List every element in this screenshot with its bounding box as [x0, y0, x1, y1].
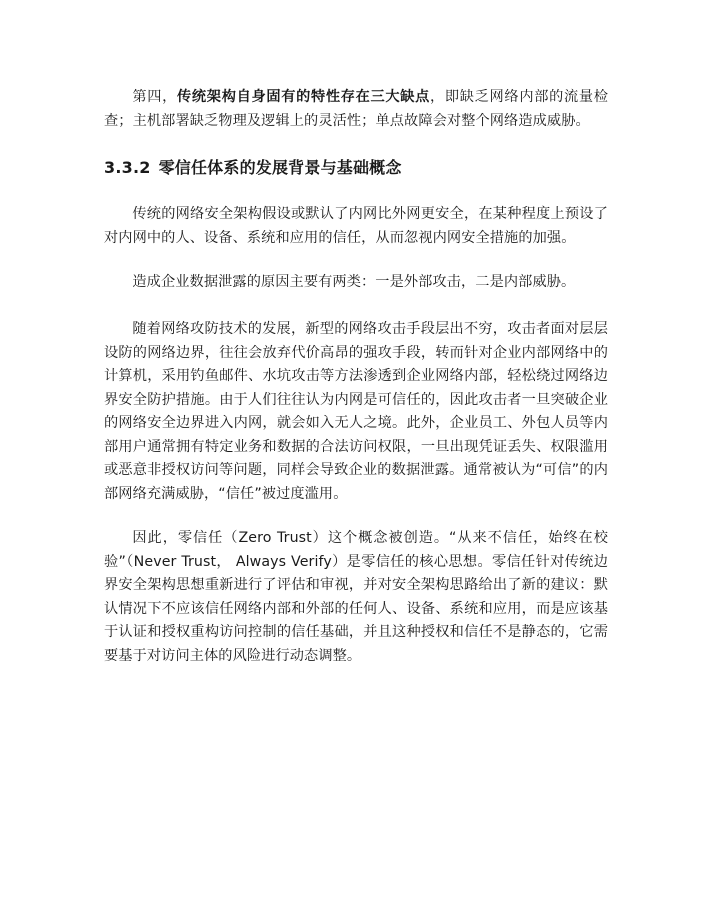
paragraph-suffix: ，即缺乏网络内部的流量检查；主机部署缺乏物理及逻辑上的灵活性；单点故障会对整个网络造成威胁。: [104, 89, 609, 129]
paragraph-prefix: 第四，: [132, 89, 178, 105]
paragraph-attack-evolution: 随着网络攻防技术的发展，新型的网络攻击手段层出不穷，攻击者面对层层设防的网络边界，往往会放弃代价高昂的强攻手段，转而针对企业内部网络中的计算机，采用钓鱼邮件、水坑攻击等方法渗透到企业网络内部，轻松绕过网络边界安全防护措施。由于人们往往认为内网是可信任的，因此攻击者一旦突破企业的网络安全边界进入内网，就会如入无人之境。此外，企业员工、外包人员等内部用户通常拥有特定业务和数据的合法访问权限，一旦出现凭证丢失、权限滥用或恶意非授权访问等问题，同样会导致企业的数据泄露。通常被认为“可信”的内部网络充满威胁，“信任”被过度滥用。: [104, 321, 608, 502]
section-title: 零信任体系的发展背景与基础概念: [158, 158, 402, 177]
paragraph-traditional-assumption: 传统的网络安全架构假设或默认了内网比外网更安全，在某种程度上预设了对内网中的人、设备、系统和应用的信任，从而忽视内网安全措施的加强。: [104, 206, 608, 246]
section-heading: [104, 156, 402, 180]
paragraph-fourth-point: [104, 86, 608, 133]
bold-emphasis: 传统架构自身固有的特性存在三大缺点: [177, 89, 431, 105]
paragraph-leak-causes: 造成企业数据泄露的原因主要有两类：一是外部攻击，二是内部威胁。: [132, 274, 576, 290]
section-number: 3.3.2: [104, 158, 151, 177]
paragraph-zero-trust-concept: 因此，零信任（Zero Trust）这个概念被创造。“从来不信任，始终在校验”（Never Trust， Always Verify）是零信任的核心思想。零信任针对传统边界安全架构思想重新进行了评估和审视，并对安全架构思路给出了新的建议：默认情况下不应该信任网络内部和外部的任何人、设备、系统和应用，而是应该基于认证和授权重构访问控制的信任基础，并且这种授权和信任不是静态的，它需要基于对访问主体的风险进行动态调整。: [104, 530, 608, 664]
